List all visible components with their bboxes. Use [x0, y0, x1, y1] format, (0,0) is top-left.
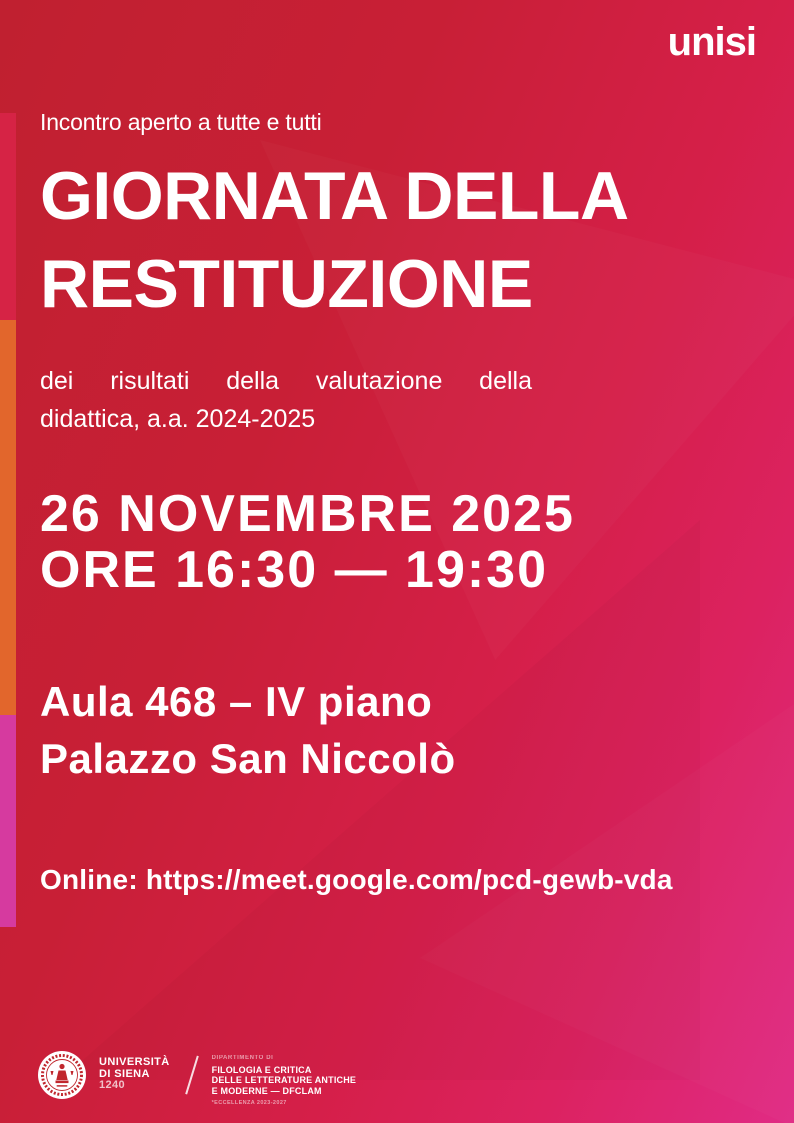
- department-wordmark: [212, 1053, 357, 1108]
- event-title-line2: RESTITUZIONE: [40, 246, 533, 322]
- online-label: Online:: [40, 864, 138, 895]
- department-name-line2: DELLE LETTERATURE ANTICHE: [211, 1075, 357, 1085]
- slash-divider: [185, 1055, 199, 1095]
- left-stripe-orange: [0, 320, 16, 715]
- footer-logos: [38, 1051, 356, 1108]
- left-stripe-crimson: [0, 113, 16, 320]
- event-kicker: Incontro aperto a tutte e tutti: [40, 109, 322, 135]
- background-facet: [420, 700, 794, 1123]
- university-wordmark: [99, 1057, 170, 1092]
- event-datetime: [40, 486, 575, 598]
- event-location-building: Palazzo San Niccolò: [40, 735, 456, 782]
- unisi-logo: unisi: [667, 20, 756, 64]
- event-subtitle: [40, 362, 532, 438]
- online-info: [40, 864, 673, 896]
- university-name-line2: DI SIENA: [99, 1067, 150, 1080]
- event-subtitle-line2: didattica, a.a. 2024-2025: [40, 405, 316, 433]
- university-founding-year: 1240: [99, 1079, 126, 1091]
- online-meet-link[interactable]: https://meet.google.com/pcd-gewb-vda: [145, 864, 673, 895]
- university-seal-icon: [38, 1051, 86, 1099]
- university-name-line1: UNIVERSITÀ: [99, 1056, 170, 1068]
- event-location: [40, 673, 456, 787]
- department-excellence-note: *ECCELLENZA 2023-2027: [211, 1099, 287, 1106]
- left-stripe-magenta: [0, 715, 16, 927]
- department-kicker: DIPARTIMENTO DI: [211, 1055, 274, 1061]
- event-location-room: Aula 468 – IV piano: [40, 678, 433, 725]
- department-name-line1: FILOLOGIA E CRITICA: [211, 1064, 312, 1075]
- department-name-line3: E MODERNE — DFCLAM: [211, 1085, 322, 1096]
- event-subtitle-line1: dei risultati della valutazione della: [40, 367, 532, 395]
- background-facet: [60, 520, 700, 1080]
- event-title: [40, 152, 629, 328]
- event-date: 26 NOVEMBRE 2025: [40, 485, 575, 543]
- event-time: ORE 16:30 — 19:30: [40, 541, 549, 599]
- event-title-line1: GIORNATA DELLA: [40, 158, 629, 234]
